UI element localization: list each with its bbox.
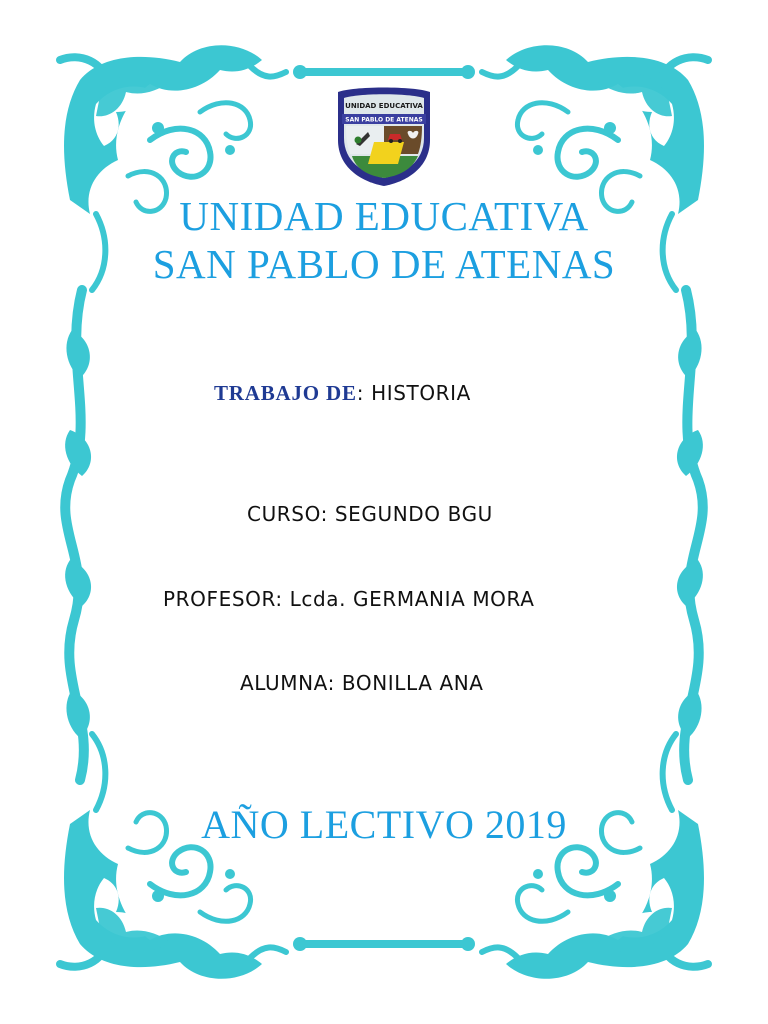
school-year: AÑO LECTIVO 2019 bbox=[201, 802, 567, 847]
trabajo-label: TRABAJO DE bbox=[214, 381, 357, 405]
trabajo-value: : HISTORIA bbox=[356, 381, 471, 405]
school-crest-logo bbox=[334, 84, 434, 188]
school-title-line1: UNIDAD EDUCATIVA bbox=[179, 193, 589, 239]
curso-line: CURSO: SEGUNDO BGU bbox=[247, 502, 493, 526]
alumna-line: ALUMNA: BONILLA ANA bbox=[240, 671, 484, 695]
profesor-line: PROFESOR: Lcda. GERMANIA MORA bbox=[163, 587, 535, 611]
crest-banner-text: SAN PABLO DE ATENAS bbox=[345, 116, 423, 124]
school-title-line2: SAN PABLO DE ATENAS bbox=[152, 241, 616, 287]
trabajo-line bbox=[214, 381, 471, 406]
crest-top-text: UNIDAD EDUCATIVA bbox=[345, 102, 423, 110]
